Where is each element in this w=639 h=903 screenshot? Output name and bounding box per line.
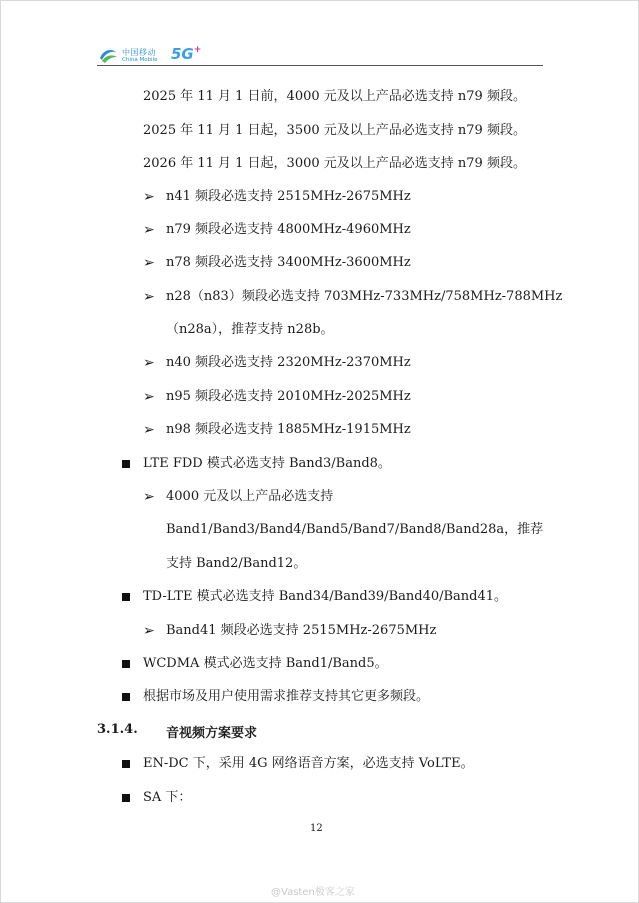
arrow-bullet-icon: ➢ [143,255,155,271]
arrow-bullet-icon: ➢ [143,623,155,639]
logo-english-text: China Mobile [122,56,158,63]
section-title: 音视频方案要求 [166,726,258,741]
5g-badge: 5G+ [171,45,202,63]
fdd-premium-item-continued: Band1/Band3/Band4/Band5/Band7/Band8/Band28a，推荐 [166,522,544,537]
page-header [97,45,543,67]
header-divider [97,65,543,66]
arrow-bullet-icon: ➢ [143,422,155,438]
endc-item: EN-DC 下，采用 4G 网络语音方案，必选支持 VoLTE。 [143,756,474,771]
square-bullet-icon [122,593,130,601]
band-n41-item: n41 频段必选支持 2515MHz-2675MHz [166,189,411,204]
band-n98-item: n98 频段必选支持 1885MHz-1915MHz [166,422,411,437]
arrow-bullet-icon: ➢ [143,355,155,371]
band-n95-item: n95 频段必选支持 2010MHz-2025MHz [166,389,411,404]
arrow-bullet-icon: ➢ [143,289,155,305]
arrow-bullet-icon: ➢ [143,222,155,238]
square-bullet-icon [122,693,130,701]
page-number: 12 [310,823,323,834]
band-n40-item: n40 频段必选支持 2320MHz-2370MHz [166,355,411,370]
band41-item: Band41 频段必选支持 2515MHz-2675MHz [166,623,437,638]
arrow-bullet-icon: ➢ [143,389,155,405]
fdd-premium-item-continued: 支持 Band2/Band12。 [166,556,307,571]
sa-item: SA 下： [143,790,192,805]
band-n78-item: n78 频段必选支持 3400MHz-3600MHz [166,255,411,270]
square-bullet-icon [122,760,130,768]
arrow-bullet-icon: ➢ [143,489,155,505]
square-bullet-icon [122,660,130,668]
band-n79-item: n79 频段必选支持 4800MHz-4960MHz [166,222,411,237]
arrow-bullet-icon: ➢ [143,189,155,205]
fdd-premium-item: 4000 元及以上产品必选支持 [166,489,334,504]
lte-fdd-item: LTE FDD 模式必选支持 Band3/Band8。 [143,456,391,471]
paragraph-2026-after: 2026 年 11 月 1 日起，3000 元及以上产品必选支持 n79 频段。 [143,156,526,171]
paragraph-2025-before: 2025 年 11 月 1 日前，4000 元及以上产品必选支持 n79 频段。 [143,89,526,104]
section-number: 3.1.4. [97,722,138,737]
watermark: @Vasten极客之家 [271,887,355,898]
china-mobile-logo-icon [97,46,119,66]
more-bands-item: 根据市场及用户使用需求推荐支持其它更多频段。 [143,689,430,704]
square-bullet-icon [122,794,130,802]
logo-chinese-text: 中国移动 [122,47,156,57]
paragraph-2025-after: 2025 年 11 月 1 日起，3500 元及以上产品必选支持 n79 频段。 [143,123,526,138]
td-lte-item: TD-LTE 模式必选支持 Band34/Band39/Band40/Band41。 [143,589,508,604]
china-mobile-logo [97,45,158,67]
band-n28-item: n28（n83）频段必选支持 703MHz-733MHz/758MHz-788MHz [166,289,563,304]
wcdma-item: WCDMA 模式必选支持 Band1/Band5。 [143,656,388,671]
band-n28-item-continued: （n28a），推荐支持 n28b。 [166,322,334,337]
square-bullet-icon [122,460,130,468]
